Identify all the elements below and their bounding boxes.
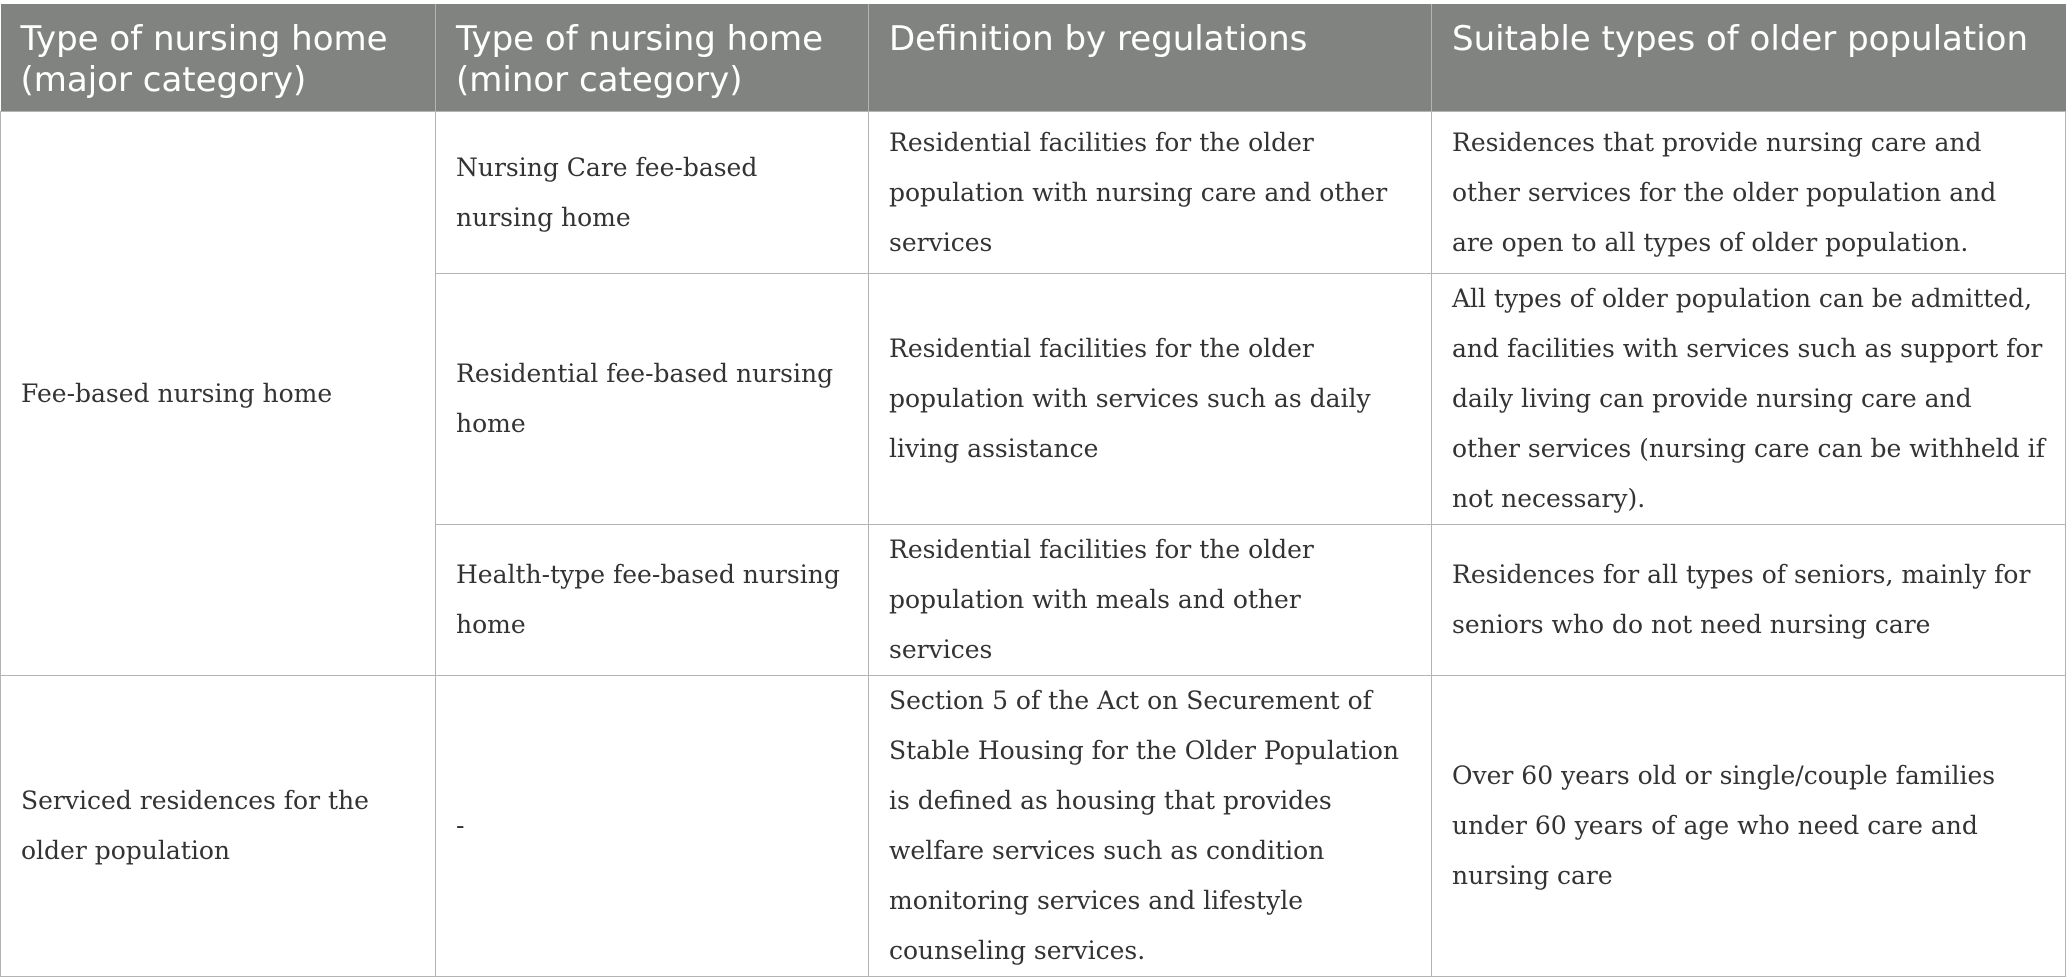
header-major-category: Type of nursing home (major category) xyxy=(1,4,436,112)
cell-suitable-population: Residences that provide nursing care and other services for the older population and are open to all types of older population. xyxy=(1432,112,2066,274)
header-minor-category: Type of nursing home (minor category) xyxy=(436,4,869,112)
table-row xyxy=(1,112,2066,274)
cell-minor-category: Residential fee-based nursing home xyxy=(436,274,869,525)
table-body xyxy=(1,112,2066,977)
cell-definition: Residential facilities for the older population with meals and other services xyxy=(869,525,1432,676)
cell-definition: Residential facilities for the older population with nursing care and other services xyxy=(869,112,1432,274)
cell-definition: Residential facilities for the older population with services such as daily living assistance xyxy=(869,274,1432,525)
cell-suitable-population: Over 60 years old or single/couple families under 60 years of age who need care and nursing care xyxy=(1432,676,2066,977)
table-row xyxy=(1,676,2066,977)
cell-minor-category: Health-type fee-based nursing home xyxy=(436,525,869,676)
cell-definition: Section 5 of the Act on Securement of Stable Housing for the Older Population is defined as housing that provides welfare services such as condition monitoring services and lifestyle counseling services. xyxy=(869,676,1432,977)
cell-major-category: Serviced residences for the older population xyxy=(1,676,436,977)
nursing-home-types-table xyxy=(0,4,2066,977)
table-header xyxy=(1,4,2066,112)
header-row xyxy=(1,4,2066,112)
cell-suitable-population: All types of older population can be admitted, and facilities with services such as support for daily living can provide nursing care and other services (nursing care can be withheld if not necessary). xyxy=(1432,274,2066,525)
cell-suitable-population: Residences for all types of seniors, mainly for seniors who do not need nursing care xyxy=(1432,525,2066,676)
cell-minor-category: Nursing Care fee-based nursing home xyxy=(436,112,869,274)
cell-major-category: Fee-based nursing home xyxy=(1,112,436,676)
cell-minor-category: - xyxy=(436,676,869,977)
header-suitable-population: Suitable types of older population xyxy=(1432,4,2066,112)
header-definition: Definition by regulations xyxy=(869,4,1432,112)
